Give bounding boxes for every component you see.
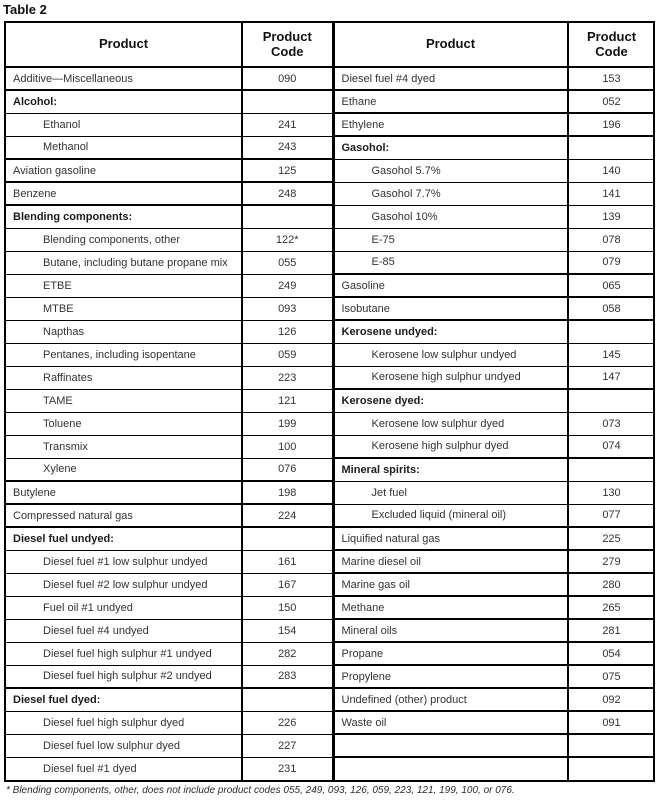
product-name: ETBE: [6, 274, 242, 297]
table-row: [335, 711, 655, 734]
product-name: Gasohol 5.7%: [335, 159, 568, 182]
product-name: Butane, including butane propane mix: [6, 251, 242, 274]
product-section-label: Mineral spirits:: [335, 458, 568, 481]
product-name: Methane: [335, 596, 568, 619]
product-name: Gasoline: [335, 274, 568, 297]
table-row: [6, 665, 333, 688]
product-name: Jet fuel: [335, 481, 568, 504]
table-row: [6, 550, 333, 573]
section-row: [6, 90, 333, 113]
product-name: Aviation gasoline: [6, 159, 242, 182]
product-name: Diesel fuel high sulphur dyed: [6, 711, 242, 734]
product-code: 079: [568, 251, 655, 274]
table-row: [6, 596, 333, 619]
product-code: [242, 527, 333, 550]
table-row: [6, 320, 333, 343]
product-name: Gasohol 7.7%: [335, 182, 568, 205]
table-row: [6, 757, 333, 780]
product-code: 054: [568, 642, 655, 665]
table-row: [335, 642, 655, 665]
right-product-code-header: Product Code: [568, 23, 655, 67]
product-code: 140: [568, 159, 655, 182]
product-code-table: [4, 21, 655, 782]
table-row: [6, 136, 333, 159]
table-row: [6, 343, 333, 366]
table-row: [6, 228, 333, 251]
product-code: 139: [568, 205, 655, 228]
left-product-code-header: Product Code: [242, 23, 333, 67]
product-name: Methanol: [6, 136, 242, 159]
product-code: 154: [242, 619, 333, 642]
product-name: TAME: [6, 389, 242, 412]
table-row: [335, 297, 655, 320]
product-name: Waste oil: [335, 711, 568, 734]
product-code: 052: [568, 90, 655, 113]
product-code: 093: [242, 297, 333, 320]
product-name: Gasohol 10%: [335, 205, 568, 228]
product-code: 167: [242, 573, 333, 596]
table-row: [6, 182, 333, 205]
right-product-header: Product: [335, 23, 568, 67]
section-row: [335, 389, 655, 412]
product-name: Marine gas oil: [335, 573, 568, 596]
product-name: Diesel fuel #1 low sulphur undyed: [6, 550, 242, 573]
section-row: [6, 527, 333, 550]
product-name: Excluded liquid (mineral oil): [335, 504, 568, 527]
table-row: [6, 642, 333, 665]
product-code: 265: [568, 596, 655, 619]
product-code: 058: [568, 297, 655, 320]
empty-row: [335, 757, 655, 780]
table-title: Table 2: [3, 2, 47, 17]
product-name: Toluene: [6, 412, 242, 435]
product-code: [568, 320, 655, 343]
product-name: Diesel fuel #4 undyed: [6, 619, 242, 642]
product-name: Undefined (other) product: [335, 688, 568, 711]
table-row: [6, 297, 333, 320]
table-row: [335, 435, 655, 458]
product-name: Ethane: [335, 90, 568, 113]
product-code: 223: [242, 366, 333, 389]
product-name: Propane: [335, 642, 568, 665]
table-row: [335, 343, 655, 366]
section-row: [335, 458, 655, 481]
product-code: 077: [568, 504, 655, 527]
product-code: 199: [242, 412, 333, 435]
table-row: [335, 228, 655, 251]
left-product-table: [6, 23, 335, 780]
product-name: Raffinates: [6, 366, 242, 389]
product-name: Kerosene low sulphur undyed: [335, 343, 568, 366]
product-code: 075: [568, 665, 655, 688]
product-name: Butylene: [6, 481, 242, 504]
product-name: Marine diesel oil: [335, 550, 568, 573]
product-code: 280: [568, 573, 655, 596]
section-row: [6, 688, 333, 711]
product-code: 090: [242, 67, 333, 90]
table-row: [6, 159, 333, 182]
product-section-label: Kerosene dyed:: [335, 389, 568, 412]
product-code: 122*: [242, 228, 333, 251]
product-name: Benzene: [6, 182, 242, 205]
product-code: [568, 389, 655, 412]
table-row: [6, 67, 333, 90]
product-section-label: Kerosene undyed:: [335, 320, 568, 343]
table-row: [335, 67, 655, 90]
table-row: [6, 458, 333, 481]
product-name: Napthas: [6, 320, 242, 343]
product-section-label: Diesel fuel dyed:: [6, 688, 242, 711]
product-code: 130: [568, 481, 655, 504]
product-code: 055: [242, 251, 333, 274]
product-name: Propylene: [335, 665, 568, 688]
table-row: [335, 596, 655, 619]
product-code: 153: [568, 67, 655, 90]
table-row: [335, 573, 655, 596]
table-row: [6, 389, 333, 412]
product-name: Diesel fuel low sulphur dyed: [6, 734, 242, 757]
table-row: [335, 412, 655, 435]
product-code: 283: [242, 665, 333, 688]
section-row: [335, 320, 655, 343]
product-section-label: Blending components:: [6, 205, 242, 228]
table-row: [335, 504, 655, 527]
table-row: [335, 90, 655, 113]
product-section-label: Diesel fuel undyed:: [6, 527, 242, 550]
product-code: 248: [242, 182, 333, 205]
product-code: 073: [568, 412, 655, 435]
product-code: [242, 90, 333, 113]
product-code: 161: [242, 550, 333, 573]
table-row: [6, 435, 333, 458]
product-code: 196: [568, 113, 655, 136]
product-code: [242, 205, 333, 228]
product-code: 091: [568, 711, 655, 734]
table-row: [335, 481, 655, 504]
table-row: [335, 205, 655, 228]
table-row: [335, 182, 655, 205]
table-row: [6, 619, 333, 642]
table-row: [6, 481, 333, 504]
product-name: Pentanes, including isopentane: [6, 343, 242, 366]
header-row: [335, 23, 655, 67]
product-code: [242, 688, 333, 711]
table-row: [6, 366, 333, 389]
product-code: 121: [242, 389, 333, 412]
product-code: 065: [568, 274, 655, 297]
product-name: Liquified natural gas: [335, 527, 568, 550]
table-row: [335, 113, 655, 136]
product-name: Fuel oil #1 undyed: [6, 596, 242, 619]
product-name: Compressed natural gas: [6, 504, 242, 527]
right-product-table: [335, 23, 655, 780]
product-code: 150: [242, 596, 333, 619]
product-code: [568, 734, 655, 757]
product-name: Blending components, other: [6, 228, 242, 251]
section-row: [6, 205, 333, 228]
product-name: Xylene: [6, 458, 242, 481]
product-name: MTBE: [6, 297, 242, 320]
product-code: 059: [242, 343, 333, 366]
product-code: 224: [242, 504, 333, 527]
product-code: 125: [242, 159, 333, 182]
product-code: 243: [242, 136, 333, 159]
table-row: [6, 251, 333, 274]
product-code: 225: [568, 527, 655, 550]
product-name: E-85: [335, 251, 568, 274]
table-row: [6, 734, 333, 757]
product-code: [568, 757, 655, 780]
table-row: [6, 113, 333, 136]
product-name: Diesel fuel #1 dyed: [6, 757, 242, 780]
product-name: Diesel fuel high sulphur #1 undyed: [6, 642, 242, 665]
product-name: Ethylene: [335, 113, 568, 136]
product-name: E-75: [335, 228, 568, 251]
table-row: [335, 274, 655, 297]
product-name: [335, 734, 568, 757]
product-name: Isobutane: [335, 297, 568, 320]
table-row: [335, 550, 655, 573]
product-name: Kerosene high sulphur dyed: [335, 435, 568, 458]
table-row: [335, 619, 655, 642]
table-row: [335, 688, 655, 711]
product-code: 076: [242, 458, 333, 481]
product-code: 147: [568, 366, 655, 389]
product-code: 281: [568, 619, 655, 642]
table-row: [335, 251, 655, 274]
product-name: Kerosene low sulphur dyed: [335, 412, 568, 435]
product-name: Additive—Miscellaneous: [6, 67, 242, 90]
table-row: [6, 412, 333, 435]
product-code: 100: [242, 435, 333, 458]
product-name: [335, 757, 568, 780]
product-code: 145: [568, 343, 655, 366]
footnote: * Blending components, other, does not include product codes 055, 249, 093, 126, 059, 223, 121, 199, 100, or 076.: [6, 785, 515, 796]
table-row: [335, 159, 655, 182]
table-row: [6, 711, 333, 734]
product-code: 249: [242, 274, 333, 297]
product-code: 231: [242, 757, 333, 780]
product-code: 198: [242, 481, 333, 504]
product-code: 078: [568, 228, 655, 251]
product-code: 226: [242, 711, 333, 734]
table-row: [335, 665, 655, 688]
table-row: [335, 527, 655, 550]
product-code: 282: [242, 642, 333, 665]
empty-row: [335, 734, 655, 757]
product-code: 074: [568, 435, 655, 458]
table-row: [6, 274, 333, 297]
product-name: Diesel fuel #2 low sulphur undyed: [6, 573, 242, 596]
table-row: [6, 504, 333, 527]
product-code: 092: [568, 688, 655, 711]
table-row: [6, 573, 333, 596]
product-name: Diesel fuel #4 dyed: [335, 67, 568, 90]
product-code: 241: [242, 113, 333, 136]
product-name: Mineral oils: [335, 619, 568, 642]
product-code: 126: [242, 320, 333, 343]
product-code: 141: [568, 182, 655, 205]
product-section-label: Alcohol:: [6, 90, 242, 113]
product-code: [568, 458, 655, 481]
left-product-header: Product: [6, 23, 242, 67]
product-code: 227: [242, 734, 333, 757]
product-name: Kerosene high sulphur undyed: [335, 366, 568, 389]
section-row: [335, 136, 655, 159]
product-name: Transmix: [6, 435, 242, 458]
product-name: Ethanol: [6, 113, 242, 136]
left-table-body: [6, 67, 333, 780]
product-section-label: Gasohol:: [335, 136, 568, 159]
table-row: [335, 366, 655, 389]
product-name: Diesel fuel high sulphur #2 undyed: [6, 665, 242, 688]
header-row: [6, 23, 333, 67]
product-code: 279: [568, 550, 655, 573]
product-code: [568, 136, 655, 159]
right-table-body: [335, 67, 655, 780]
